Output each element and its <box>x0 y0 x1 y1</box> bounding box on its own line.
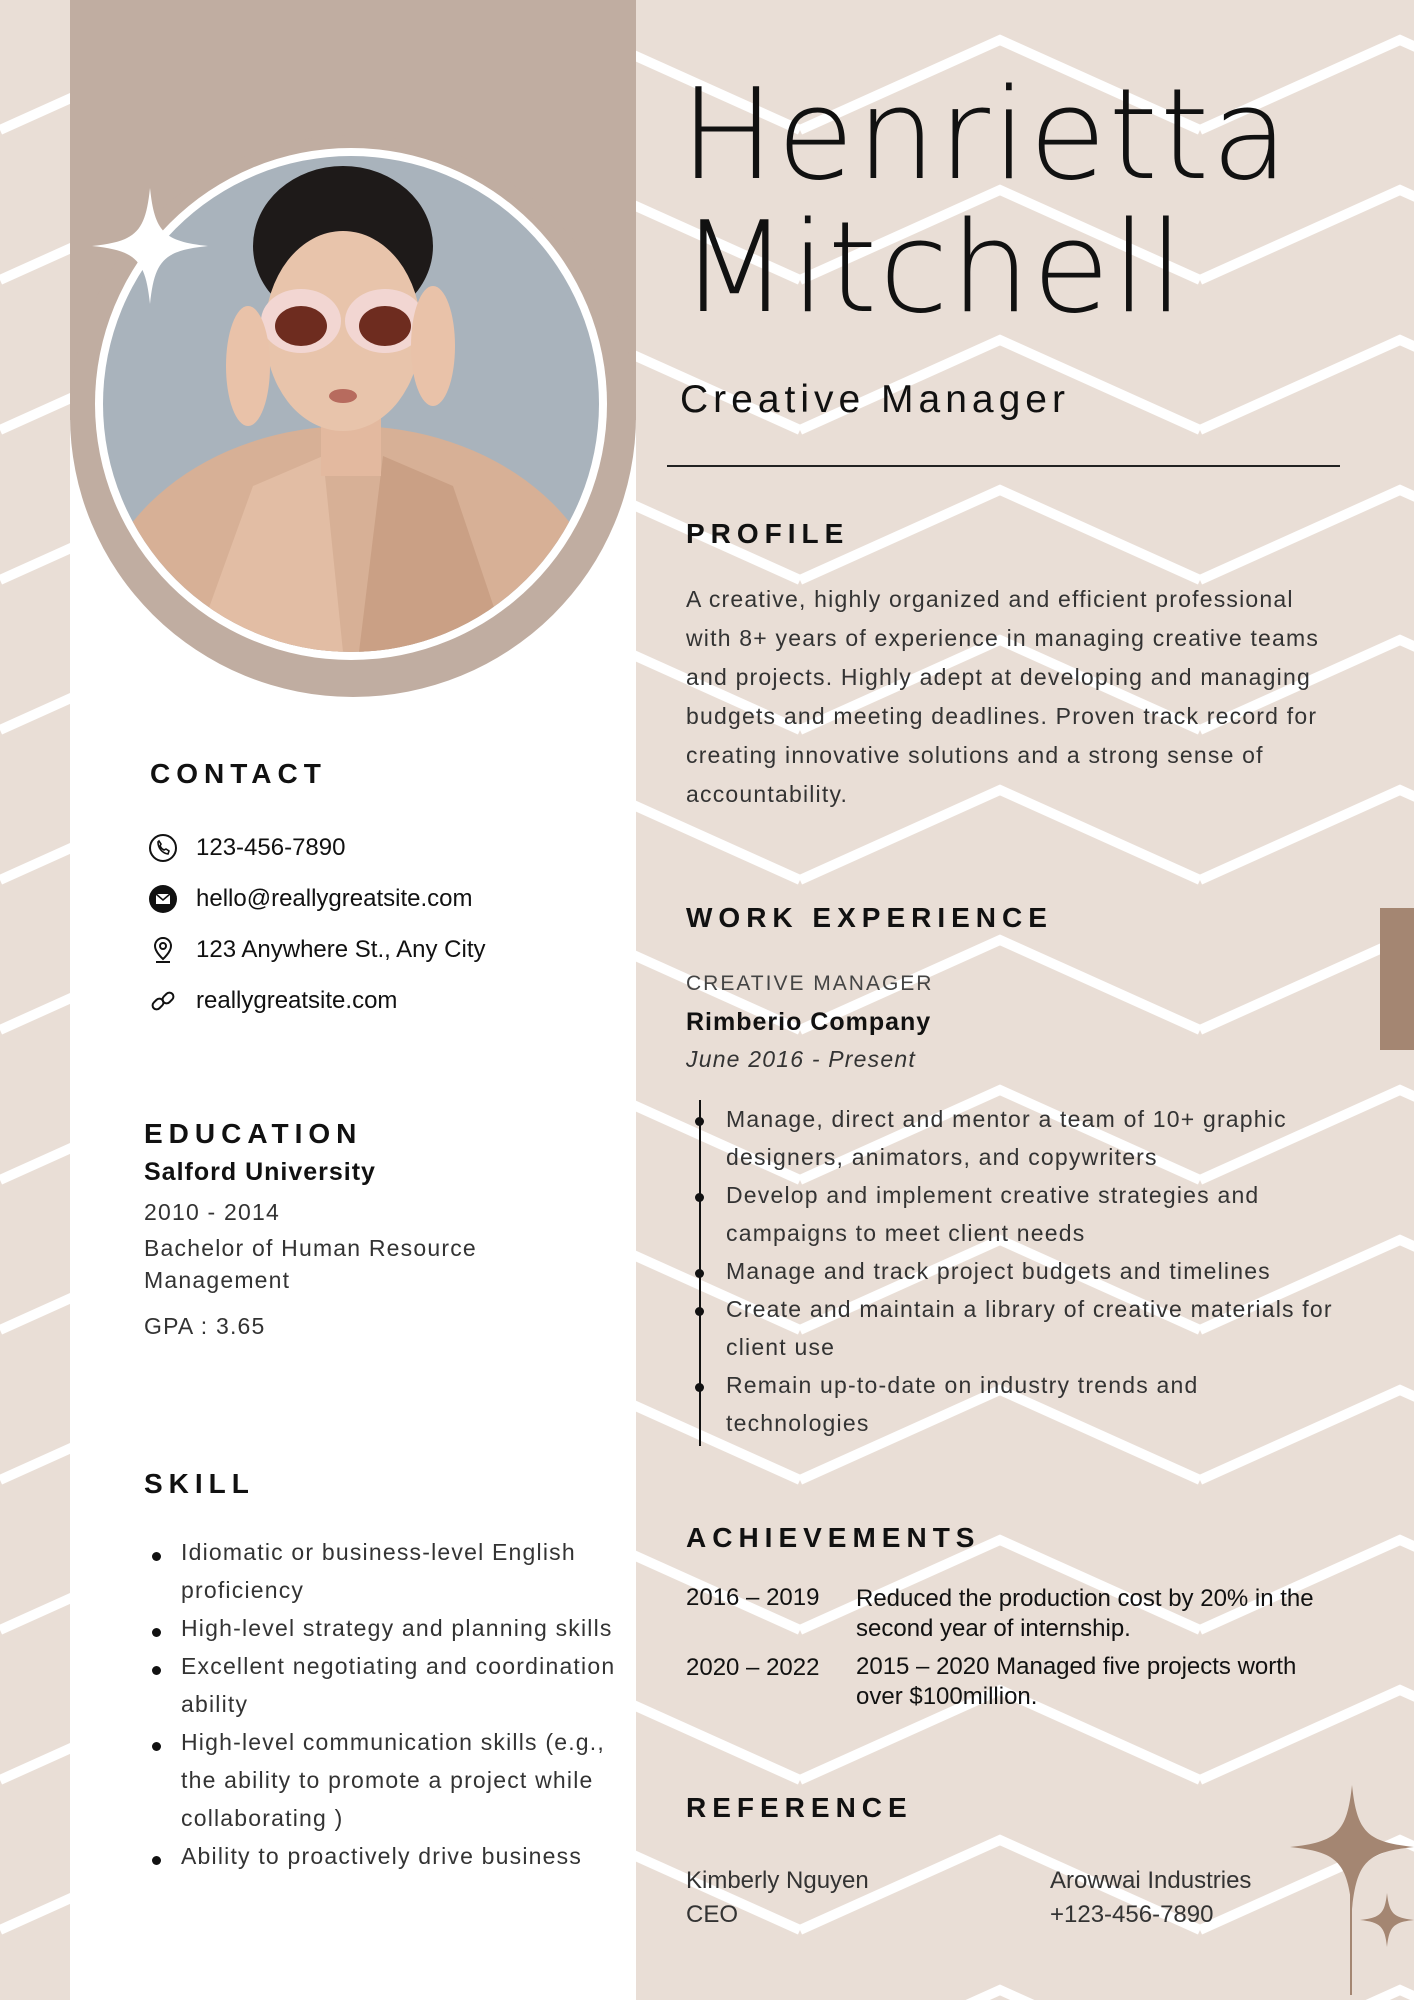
header-divider <box>667 465 1340 467</box>
link-icon <box>148 986 178 1016</box>
skill-list <box>181 1533 621 1875</box>
school-name: Salford University <box>144 1158 376 1186</box>
education-years: 2010 - 2014 <box>144 1199 280 1225</box>
degree-line-1: Bachelor of Human Resource <box>144 1235 477 1261</box>
email-icon <box>148 884 178 914</box>
bullet-dot <box>152 1742 161 1751</box>
timeline-dot <box>695 1307 704 1316</box>
location-icon <box>148 935 178 965</box>
education-heading: EDUCATION <box>144 1118 363 1149</box>
timeline-dot <box>695 1117 704 1126</box>
work-bullet: Manage and track project budgets and timelines <box>726 1252 1346 1290</box>
last-name: Mitchell <box>680 194 1186 341</box>
sparkle-icon <box>1360 1893 1414 1947</box>
profile-heading: PROFILE <box>686 518 850 549</box>
work-heading: WORK EXPERIENCE <box>686 902 1053 933</box>
skill-item: High-level strategy and planning skills <box>181 1609 621 1647</box>
phone-text: 123-456-7890 <box>196 834 346 861</box>
skill-heading: SKILL <box>144 1468 255 1499</box>
reference-phone: +123-456-7890 <box>1050 1901 1214 1928</box>
first-name: Henrietta <box>680 61 1291 208</box>
sparkle-icon <box>1290 1785 1414 1909</box>
contact-email[interactable] <box>148 882 472 916</box>
achievements-heading: ACHIEVEMENTS <box>686 1522 981 1553</box>
work-bullet: Manage, direct and mentor a team of 10+ graphic designers, animators, and copywriters <box>726 1100 1346 1176</box>
profile-text: A creative, highly organized and efficient professional with 8+ years of experience in managing creative teams and projects. Highly adept at developing and managing budgets and meeting deadlines. Proven track record for creating innovative solutions and a strong sense of accountability. <box>686 586 1320 807</box>
timeline-dot <box>695 1269 704 1278</box>
achievement-text: 2015 – 2020 Managed five projects worth over $100million. <box>856 1653 1297 1710</box>
timeline-dot <box>695 1193 704 1202</box>
bullet-dot <box>152 1552 161 1561</box>
reference-company: Arowwai Industries <box>1050 1867 1252 1894</box>
contact-phone[interactable] <box>148 831 345 865</box>
job-dates: June 2016 - Present <box>686 1046 916 1072</box>
contact-website[interactable] <box>148 984 397 1018</box>
work-bullets <box>726 1100 1346 1442</box>
skill-item: Excellent negotiating and coordination ability <box>181 1647 621 1723</box>
skill-item: Idiomatic or business-level English proficiency <box>181 1533 621 1609</box>
company-name: Rimberio Company <box>686 1008 932 1036</box>
work-bullet: Develop and implement creative strategies and campaigns to meet client needs <box>726 1176 1346 1252</box>
job-position: CREATIVE MANAGER <box>686 972 934 995</box>
side-tab <box>1380 908 1414 1050</box>
gpa: GPA : 3.65 <box>144 1313 266 1339</box>
achievement-years: 2020 – 2022 <box>686 1654 820 1681</box>
contact-heading: CONTACT <box>150 758 327 789</box>
contact-address[interactable] <box>148 933 486 967</box>
job-title: Creative Manager <box>680 378 1070 421</box>
skill-item: High-level communication skills (e.g., the ability to promote a project while collaborating ) <box>181 1723 621 1837</box>
bullet-dot <box>152 1628 161 1637</box>
degree-line-2: Management <box>144 1267 291 1293</box>
achievement-years: 2016 – 2019 <box>686 1584 820 1611</box>
work-bullet: Create and maintain a library of creative materials for client use <box>726 1290 1346 1366</box>
achievement-text: Reduced the production cost by 20% in the second year of internship. <box>856 1585 1314 1642</box>
phone-icon <box>148 833 178 863</box>
address-text: 123 Anywhere St., Any City <box>196 936 486 963</box>
reference-heading: REFERENCE <box>686 1792 913 1823</box>
bullet-dot <box>152 1666 161 1675</box>
website-text: reallygreatsite.com <box>196 987 398 1014</box>
skill-item: Ability to proactively drive business <box>181 1837 621 1875</box>
work-bullet: Remain up-to-date on industry trends and technologies <box>726 1366 1346 1442</box>
email-text: hello@reallygreatsite.com <box>196 885 473 912</box>
reference-name: Kimberly Nguyen <box>686 1867 869 1894</box>
reference-title: CEO <box>686 1901 739 1928</box>
sparkle-icon <box>92 188 208 304</box>
star-stem <box>1350 1880 1352 1995</box>
bullet-dot <box>152 1856 161 1865</box>
timeline-dot <box>695 1383 704 1392</box>
